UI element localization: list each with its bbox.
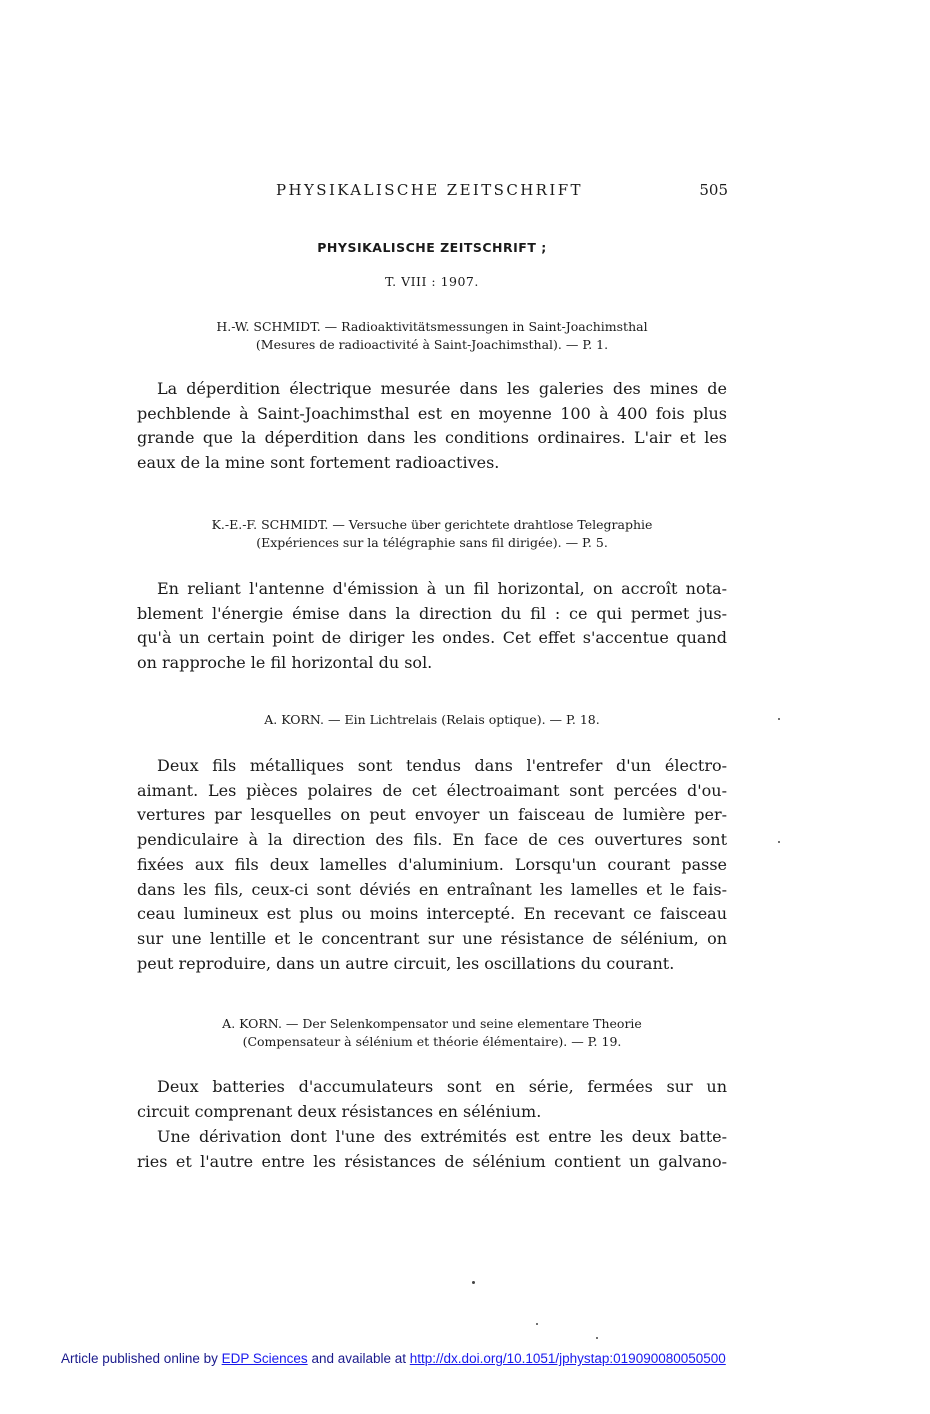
reference-line: (Mesures de radioactivité à Saint-Joachimsthal). — P. 1. bbox=[255, 337, 609, 352]
text-line: eaux de la mine sont fortement radioactives. bbox=[137, 453, 500, 473]
text-line: peut reproduire, dans un autre circuit, les oscillations du courant. bbox=[137, 953, 675, 973]
journal-title: PHYSIKALISCHE ZEITSCHRIFT ; bbox=[317, 240, 547, 255]
running-title: PHYSIKALISCHE ZEITSCHRIFT bbox=[276, 181, 583, 199]
text-line: En reliant l'antenne d'émission à un fil horizontal, on accroît nota- bbox=[157, 579, 727, 598]
text-line: qu'à un certain point de diriger les ondes. Cet effet s'accentue quand bbox=[137, 628, 727, 648]
doi-link[interactable]: http://dx.doi.org/10.1051/jphystap:019090080050500 bbox=[409, 1351, 726, 1366]
scan-speck bbox=[536, 1323, 538, 1325]
text-line: blement l'énergie émise dans la direction du fil : ce qui permet jus- bbox=[137, 603, 727, 623]
page-number: 505 bbox=[699, 181, 728, 199]
running-head bbox=[136, 181, 728, 203]
reference-line: (Compensateur à sélénium et théorie élémentaire). — P. 19. bbox=[242, 1034, 622, 1049]
volume-line: T. VIII : 1907. bbox=[385, 274, 479, 289]
article-reference bbox=[136, 1015, 728, 1051]
text-line: fixées aux fils deux lamelles d'aluminium. Lorsqu'un courant passe bbox=[137, 854, 727, 874]
reference-line: K.-E.-F. SCHMIDT. — Versuche über gerichtete drahtlose Telegraphie bbox=[211, 517, 653, 532]
article-paragraph bbox=[137, 1075, 727, 1124]
text-line: grande que la déperdition dans les conditions ordinaires. L'air et les bbox=[137, 428, 727, 448]
text-line: Une dérivation dont l'une des extrémités est entre les deux batte- bbox=[157, 1127, 727, 1146]
text-line: Deux fils métalliques sont tendus dans l'entrefer d'un électro- bbox=[157, 756, 727, 775]
text-line: Deux batteries d'accumulateurs sont en série, fermées sur un bbox=[157, 1077, 727, 1096]
scan-speck bbox=[778, 718, 780, 720]
scan-speck bbox=[472, 1281, 475, 1284]
text-line: dans les fils, ceux-ci sont déviés en entraînant les lamelles et le fais- bbox=[137, 879, 727, 899]
reference-line: A. KORN. — Der Selenkompensator und seine elementare Theorie bbox=[222, 1016, 642, 1031]
reference-line: A. KORN. — Ein Lichtrelais (Relais optique). — P. 18. bbox=[264, 712, 600, 727]
scan-speck bbox=[778, 841, 780, 843]
article-reference bbox=[136, 318, 728, 354]
article-reference bbox=[136, 516, 728, 552]
text-line: ries et l'autre entre les résistances de sélénium contient un galvano- bbox=[137, 1151, 727, 1171]
article-reference bbox=[136, 711, 728, 729]
footer-middle: and available at bbox=[311, 1351, 407, 1366]
text-line: La déperdition électrique mesurée dans les galeries des mines de bbox=[157, 379, 727, 398]
text-line: on rapproche le fil horizontal du sol. bbox=[137, 653, 433, 673]
scan-speck bbox=[596, 1337, 598, 1339]
text-line: ceau lumineux est plus ou moins intercepté. En recevant ce faisceau bbox=[137, 904, 727, 924]
text-line: sur une lentille et le concentrant sur une résistance de sélénium, on bbox=[137, 928, 727, 948]
reference-line: H.-W. SCHMIDT. — Radioaktivitätsmessungen in Saint-Joachimsthal bbox=[216, 319, 648, 334]
article-paragraph bbox=[137, 377, 727, 476]
text-line: pechblende à Saint-Joachimsthal est en moyenne 100 à 400 fois plus bbox=[137, 403, 727, 423]
publication-footer bbox=[61, 1351, 726, 1366]
text-line: circuit comprenant deux résistances en sélénium. bbox=[137, 1101, 542, 1121]
text-line: aimant. Les pièces polaires de cet électroaimant sont percées d'ou- bbox=[137, 780, 727, 800]
reference-line: (Expériences sur la télégraphie sans fil dirigée). — P. 5. bbox=[256, 535, 608, 550]
article-paragraph bbox=[137, 754, 727, 976]
publisher-link[interactable]: EDP Sciences bbox=[221, 1351, 308, 1366]
text-line: vertures par lesquelles on peut envoyer un faisceau de lumière per- bbox=[137, 805, 727, 825]
article-paragraph bbox=[137, 577, 727, 676]
text-line: pendiculaire à la direction des fils. En face de ces ouvertures sont bbox=[137, 830, 727, 850]
article-paragraph bbox=[137, 1125, 727, 1174]
footer-prefix: Article published online by bbox=[61, 1351, 218, 1366]
